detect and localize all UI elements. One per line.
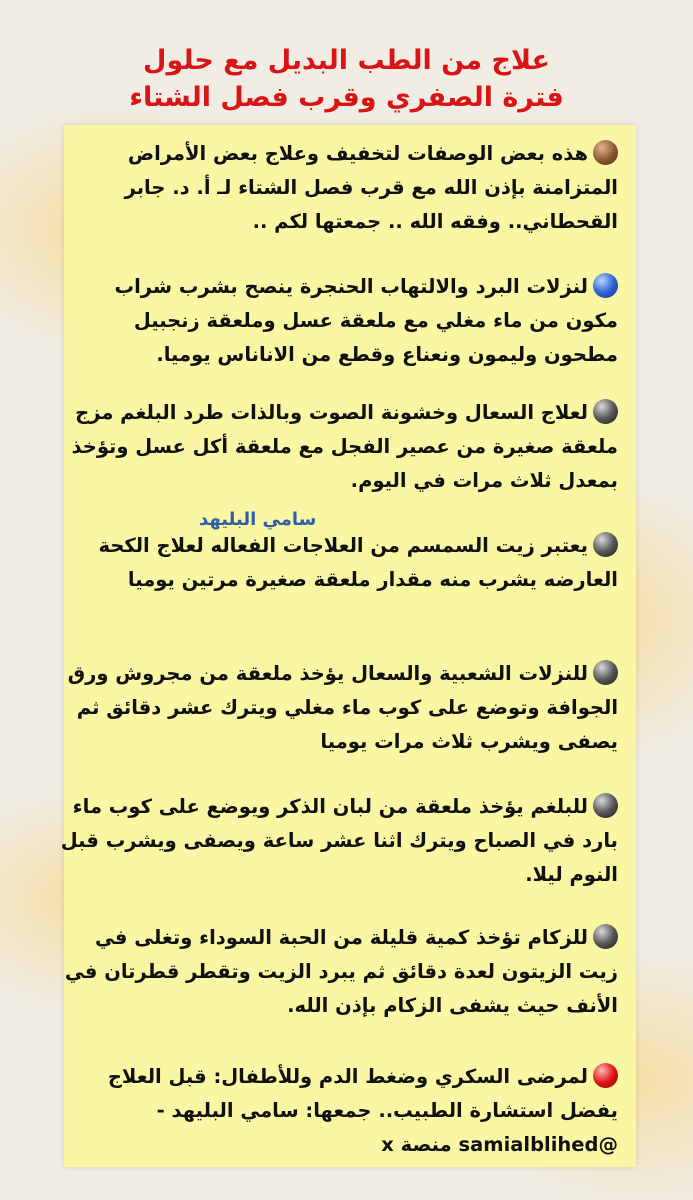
list-item [58,137,618,239]
red-circle-icon [593,1063,618,1088]
paragraph-text: للنزلات الشعبية والسعال يؤخذ ملعقة من مجروش ورق الجوافة وتوضع على كوب ماء مغلي ويترك عشر دقائق ثم يصفى ويشرب ثلاث مرات يوميا [67,662,618,753]
list-item [58,921,618,1023]
title-line-1: علاج من الطب البديل مع حلول [143,45,550,76]
list-item [58,657,618,759]
signature-watermark: سامي البليهد [199,509,317,530]
black-circle-icon [593,532,618,557]
black-circle-icon [593,793,618,818]
black-circle-icon [593,924,618,949]
paragraph-text: لمرضى السكري وضغط الدم وللأطفال: قبل العلاج يفضل استشارة الطبيب.. جمعها: سامي البليهد - @samialblihed منصة x [107,1065,618,1156]
brown-circle-icon [593,140,618,165]
black-circle-icon [593,660,618,685]
content-card [60,125,636,1167]
paragraph-text: لنزلات البرد والالتهاب الحنجرة ينصح بشرب شراب مكون من ماء مغلي مع ملعقة عسل وملعقة زنجبيل مطحون وليمون ونعناع وقطع من الاناناس يوميا. [114,275,618,366]
list-item [58,529,618,597]
paragraph-text: للبلغم يؤخذ ملعقة من لبان الذكر ويوضع على كوب ماء بارد في الصباح ويترك اثنا عشر ساعة ويصفى ويشرب قبل النوم ليلا. [60,795,618,886]
paragraph-text: يعتبر زيت السمسم من العلاجات الفعاله لعلاج الكحة العارضه يشرب منه مقدار ملعقة صغيرة مرتين يوميا [98,534,618,591]
paragraph-text: للزكام تؤخذ كمية قليلة من الحبة السوداء وتغلى في زيت الزيتون لعدة دقائق ثم يبرد الزيت وتقطر قطرتان في الأنف حيث يشفى الزكام بإذن الله. [64,926,618,1017]
paragraph-text: لعلاج السعال وخشونة الصوت وبالذات طرد البلغم مزج ملعقة صغيرة من عصير الفجل مع ملعقة أكل عسل وتؤخذ بمعدل ثلاث مرات في اليوم. [71,401,618,492]
list-item [58,1060,618,1162]
page-title [0,42,693,116]
blue-circle-icon [593,273,618,298]
list-item [58,270,618,372]
black-circle-icon [593,399,618,424]
title-line-2: فترة الصفري وقرب فصل الشتاء [129,82,564,113]
list-item [58,790,618,892]
list-item [58,396,618,498]
paragraph-text: هذه بعض الوصفات لتخفيف وعلاج بعض الأمراض المتزامنة بإذن الله مع قرب فصل الشتاء لـ أ. د. جابر القحطاني.. وفقه الله .. جمعتها لكم .. [124,142,618,233]
